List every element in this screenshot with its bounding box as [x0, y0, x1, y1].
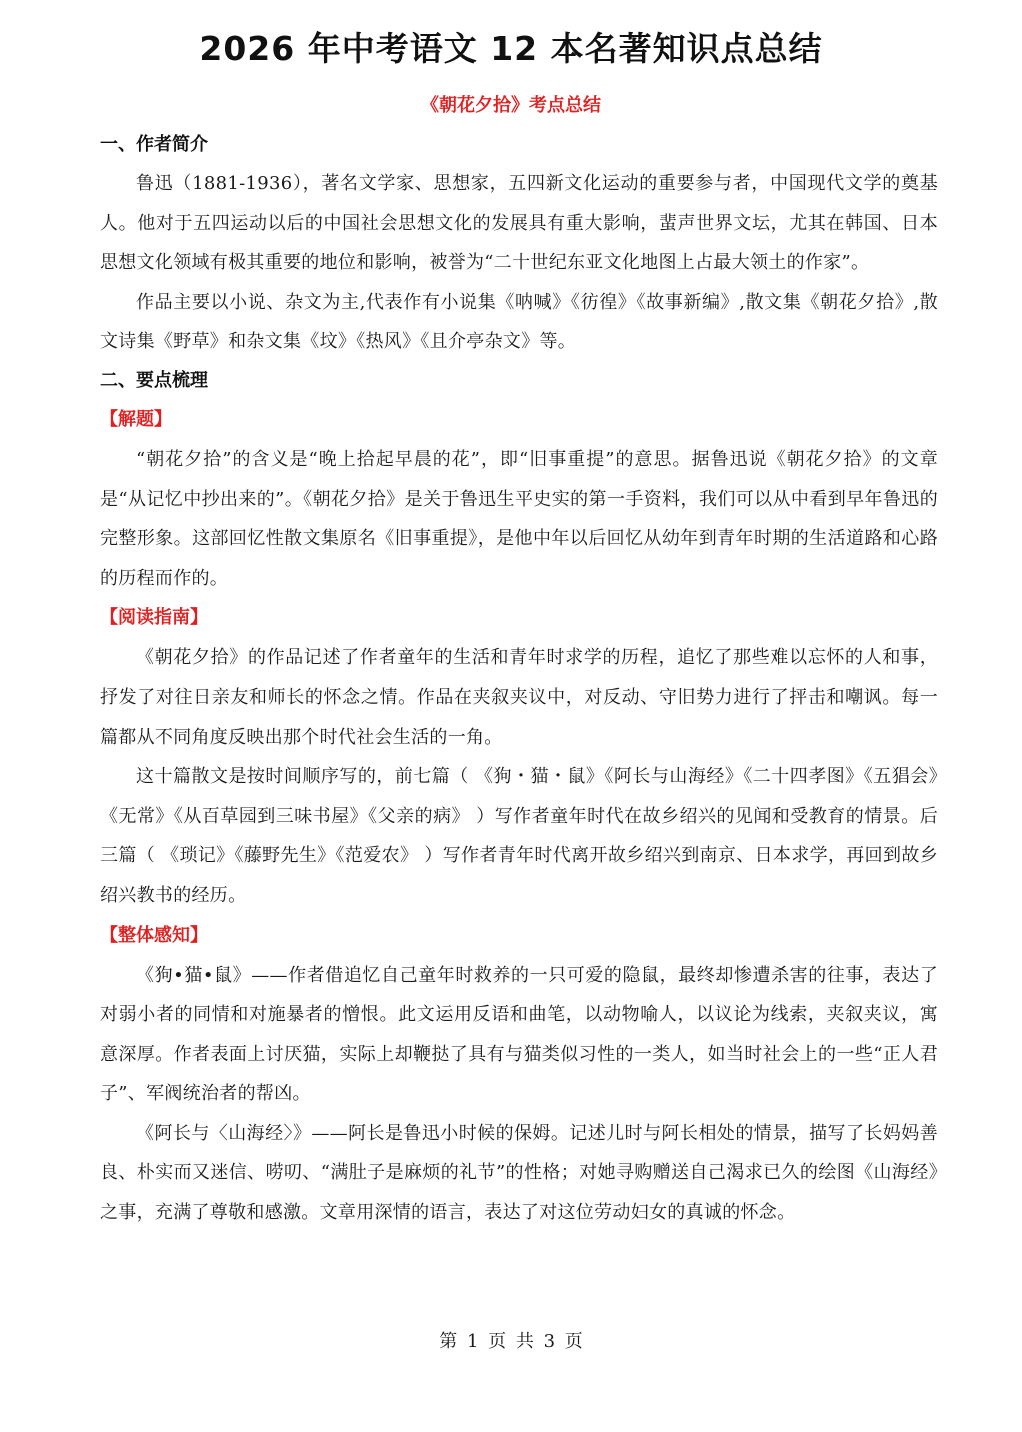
paragraph-reading-guide-2: 这十篇散文是按时间顺序写的，前七篇（ 《狗・猫・鼠》《阿长与山海经》《二十四孝图》《五猖会》《无常》《从百草园到三味书屋》《父亲的病》 ）写作者童年时代在故乡绍兴的见闻和受教育的情景。后三篇（ 《琐记》《藤野先生》《范爱农》 ）写作者青年时代离开故乡绍兴到南京、日本求学，再回到故乡绍兴教书的经历。 — [100, 766, 938, 906]
paragraph-ah-chang: 《阿长与〈山海经〉》——阿长是鲁迅小时候的保姆。记述儿时与阿长相处的情景，描写了长妈妈善良、朴实而又迷信、唠叨、“满肚子是麻烦的礼节”的性格；对她寻购赠送自己渴求已久的绘图《山海经》之事，充满了尊敬和感激。文章用深情的语言，表达了对这位劳动妇女的真诚的怀念。 — [100, 1122, 938, 1224]
tag-reading-guide: 【阅读指南】 — [100, 607, 208, 629]
section-heading-key-points: 二、要点梳理 — [100, 369, 208, 391]
document-subtitle: 《朝花夕拾》考点总结 — [421, 95, 601, 116]
paragraph-author-works: 作品主要以小说、杂文为主,代表作有小说集《呐喊》《彷徨》《故事新编》,散文集《朝花夕拾》,散文诗集《野草》和杂文集《坟》《热风》《且介亭杂文》等。 — [100, 291, 938, 353]
paragraph-dog-cat-mouse: 《狗•猫•鼠》——作者借追忆自己童年时救养的一只可爱的隐鼠，最终却惨遭杀害的往事，表达了对弱小者的同情和对施暴者的憎恨。此文运用反语和曲笔，以动物喻人，以议论为线索，夹叙夹议，寓意深厚。作者表面上讨厌猫，实际上却鞭挞了具有与猫类似习性的一类人，如当时社会上的一些“正人君子”、军阀统治者的帮凶。 — [100, 964, 938, 1105]
document-title: 2026 年中考语文 12 本名著知识点总结 — [199, 29, 823, 68]
section-heading-author: 一、作者简介 — [100, 134, 208, 155]
paragraph-title-explanation: “朝花夕拾”的含义是“晚上拾起早晨的花”，即“旧事重提”的意思。据鲁迅说《朝花夕拾》的文章是“从记忆中抄出来的”。《朝花夕拾》是关于鲁迅生平史实的第一手资料，我们可以从中看到早年鲁迅的完整形象。这部回忆性散文集原名《旧事重提》，是他中年以后回忆从幼年到青年时期的生活道路和心路的历程而作的。 — [100, 448, 938, 589]
tag-overall-perception: 【整体感知】 — [100, 924, 208, 946]
tag-title-explanation: 【解题】 — [100, 408, 172, 430]
paragraph-reading-guide-1: 《朝花夕拾》的作品记述了作者童年的生活和青年时求学的历程，追忆了那些难以忘怀的人和事，抒发了对往日亲友和师长的怀念之情。作品在夹叙夹议中，对反动、守旧势力进行了抨击和嘲讽。每一篇都从不同角度反映出那个时代社会生活的一角。 — [100, 647, 938, 748]
document-body — [100, 126, 938, 1233]
page-number: 第 1 页 共 3 页 — [439, 1331, 583, 1352]
paragraph-author-bio: 鲁迅（1881-1936），著名文学家、思想家，五四新文化运动的重要参与者，中国现代文学的奠基人。他对于五四运动以后的中国社会思想文化的发展具有重大影响，蜚声世界文坛，尤其在韩国、日本思想文化领域有极其重要的地位和影响，被誉为“二十世纪东亚文化地图上占最大领土的作家”。 — [100, 173, 938, 274]
